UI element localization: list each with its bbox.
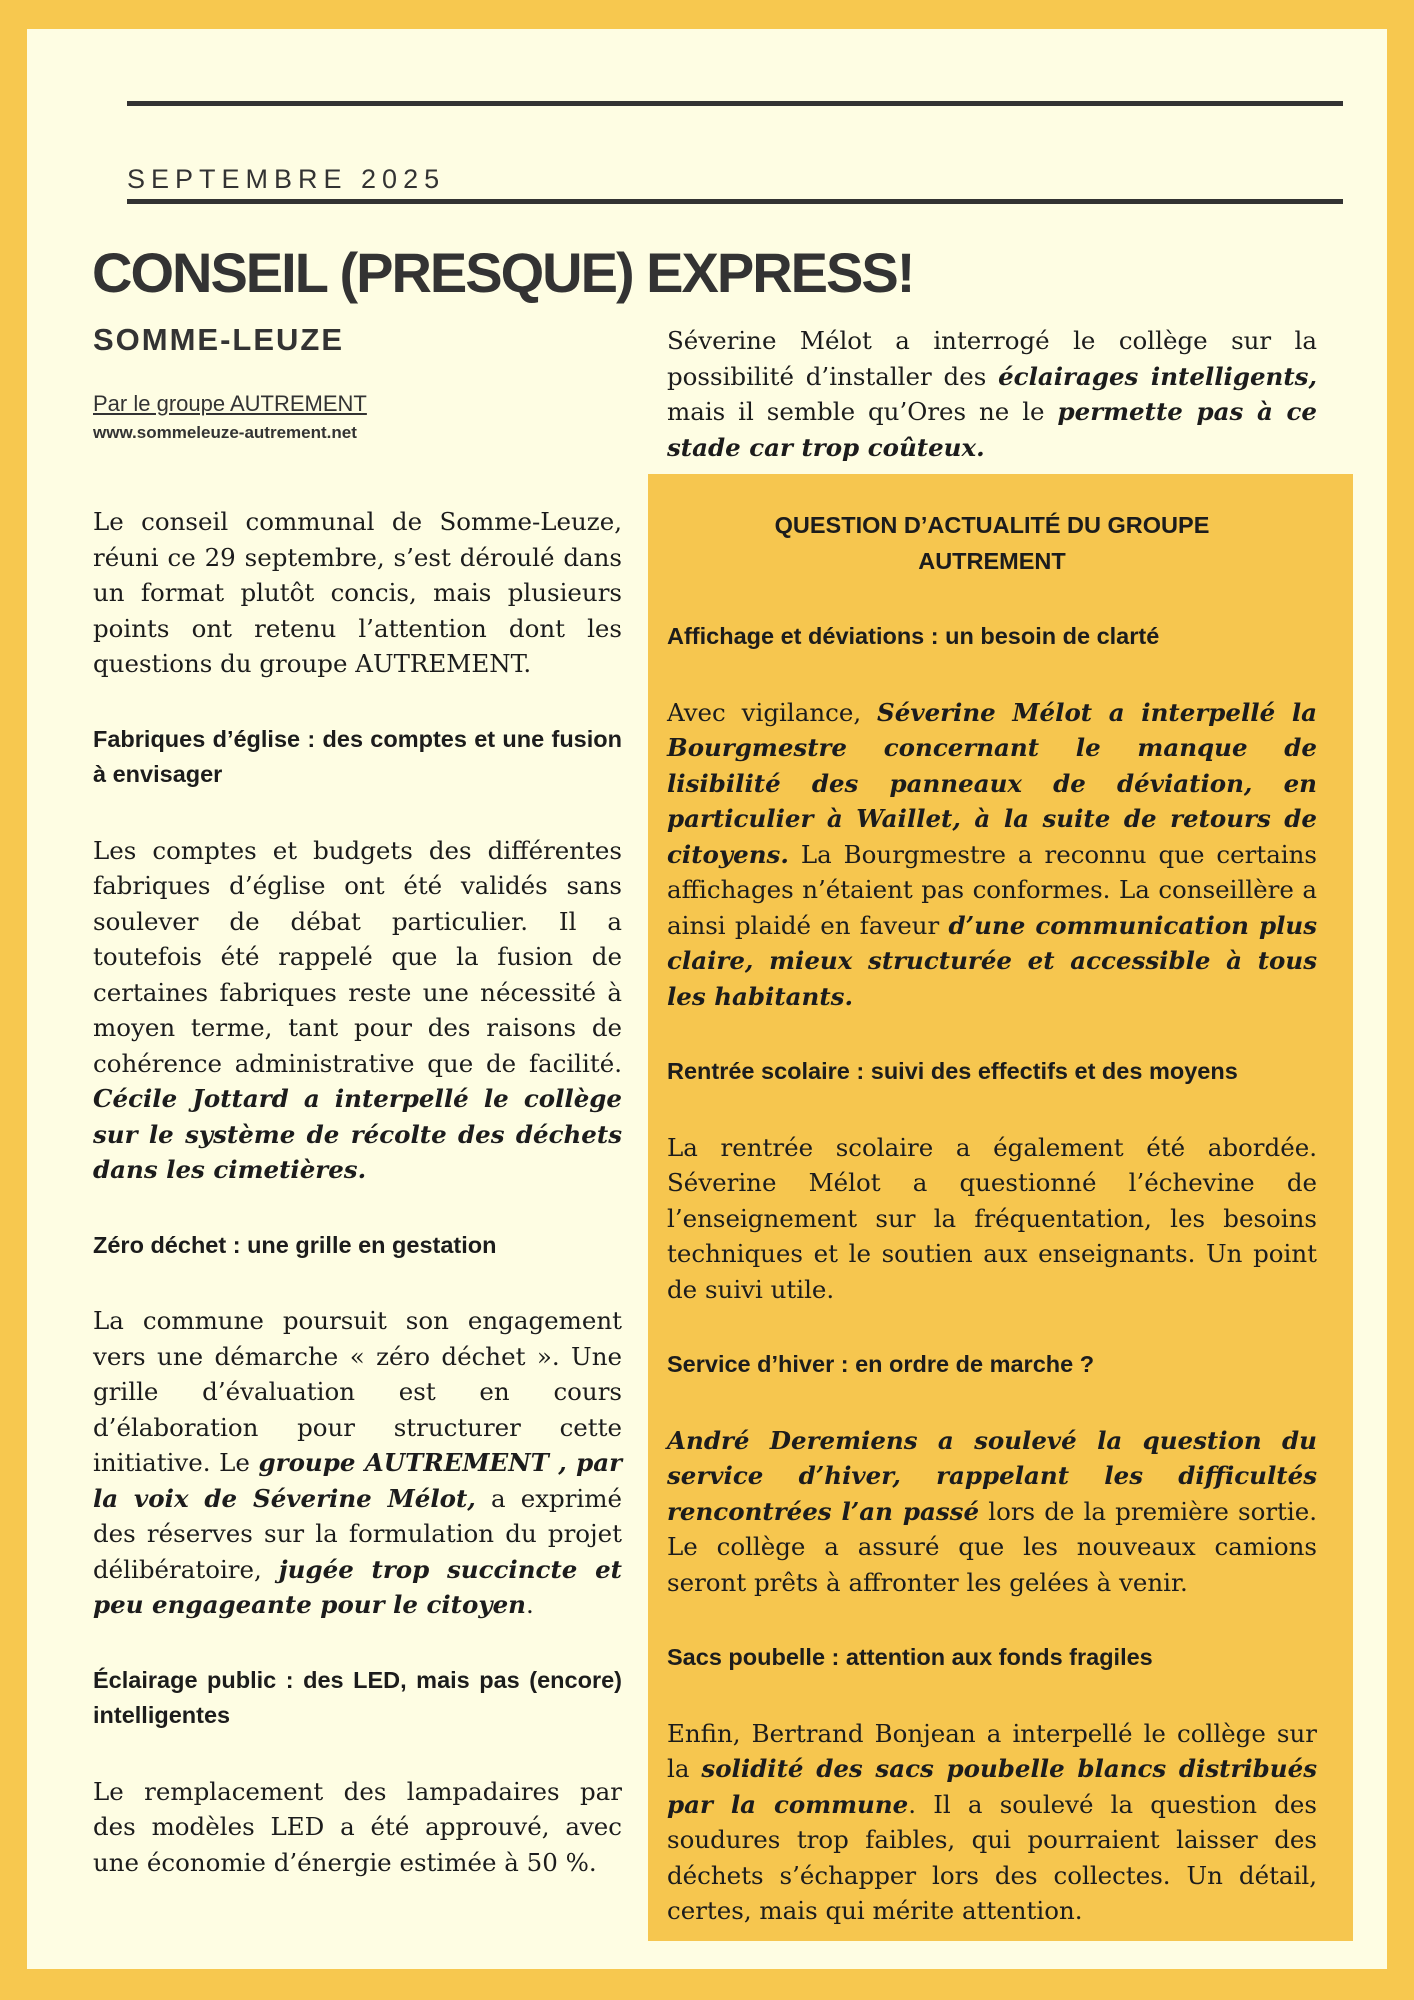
question-box-title: QUESTION D’ACTUALITÉ DU GROUPE AUTREMENT [774,512,1210,574]
zero-dechet-heading: Zéro déchet : une grille en gestation [93,1231,497,1258]
question-box-content [667,507,1317,1929]
question-box [648,474,1353,1941]
page-title: CONSEIL (PRESQUE) EXPRESS! [92,241,914,304]
eclairage-continuation: Séverine Mélot a interrogé le collège sur la possibilité d’installer des éclairages intelligents, mais il semble qu’Ores ne le permette pas à ce stade car trop coûteux. [667,326,1317,462]
intro-paragraph: Le conseil communal de Somme-Leuze, réuni ce 29 septembre, s’est déroulé dans un format plutôt concis, mais plusieurs points ont retenu l’attention dont les questions du groupe AUTREMENT. [93,507,622,678]
affichage-paragraph: Avec vigilance, Séverine Mélot a interpellé la Bourgmestre concernant le manque de lisibilité des panneaux de déviation, en particulier à Waillet, à la suite de retours de citoyens. La Bourgmestre a reconnu que certains affichages n’étaient pas conformes. La conseillère a ainsi plaidé en faveur d’une communication plus claire, mieux structurée et accessible à tous les habitants. [667,697,1318,1011]
hiver-paragraph: André Deremiens a soulevé la question du service d’hiver, rappelant les difficultés rencontrées l’an passé lors de la première sortie. Le collège a assuré que les nouveaux camions seront prêts à affronter les gelées à venir. [667,1425,1318,1597]
bottom-rule [127,199,1343,204]
byline-link[interactable]: Par le groupe AUTREMENT [93,391,367,416]
sacs-paragraph: Enfin, Bertrand Bonjean a interpellé le collège sur la solidité des sacs poubelle blancs distribués par la commune. Il a soulevé la question des soudures trop faibles, qui pourraient laisser des déchets s’échapper lors des collectes. Un détail, certes, mais qui mérite attention. [667,1718,1317,1925]
top-rule [127,101,1343,106]
fabriques-heading: Fabriques d’église : des comptes et une fusion à envisager [93,725,622,787]
rentree-heading: Rentrée scolaire : suivi des effectifs et des moyens [667,1058,1238,1084]
zero-dechet-paragraph: La commune poursuit son engagement vers une démarche « zéro déchet ». Une grille d’évaluation est en cours d’élaboration pour structurer cette initiative. Le groupe AUTREMENT , par la voix de Séverine Mélot, a exprimé des réserves sur la formulation du projet délibératoire, jugée trop succincte et peu engageante pour le citoyen. [93,1306,622,1619]
fabriques-paragraph: Les comptes et budgets des différentes fabriques d’église ont été validés sans soulever de débat particulier. Il a toutefois été rappelé que la fusion de certaines fabriques reste une nécessité à moyen terme, tant pour des raisons de cohérence administrative que de facilité. Cécile Jottard a interpellé le collège sur le système de récolte des déchets dans les cimetières. [93,835,622,1184]
eclairage-paragraph: Le remplacement des lampadaires par des modèles LED a été approuvé, avec une économie d’énergie estimée à 50 %. [93,1776,622,1877]
rentree-paragraph: La rentrée scolaire a également été abordée. Séverine Mélot a questionné l’échevine de l’enseignement sur la fréquentation, les besoins techniques et le soutien aux enseignants. Un point de suivi utile. [667,1132,1317,1304]
hiver-heading: Service d’hiver : en ordre de marche ? [667,1351,1095,1377]
website-link[interactable]: www.sommeleuze-autrement.net [93,423,357,442]
eclairage-heading: Éclairage public : des LED, mais pas (encore) intelligentes [93,1666,622,1728]
right-column-top [667,323,1317,465]
affichage-heading: Affichage et déviations : un besoin de clarté [667,623,1160,649]
left-column [93,504,622,1880]
page-subtitle: SOMME-LEUZE [93,322,345,357]
issue-date: SEPTEMBRE 2025 [127,164,446,194]
sacs-heading: Sacs poubelle : attention aux fonds fragiles [667,1644,1153,1670]
